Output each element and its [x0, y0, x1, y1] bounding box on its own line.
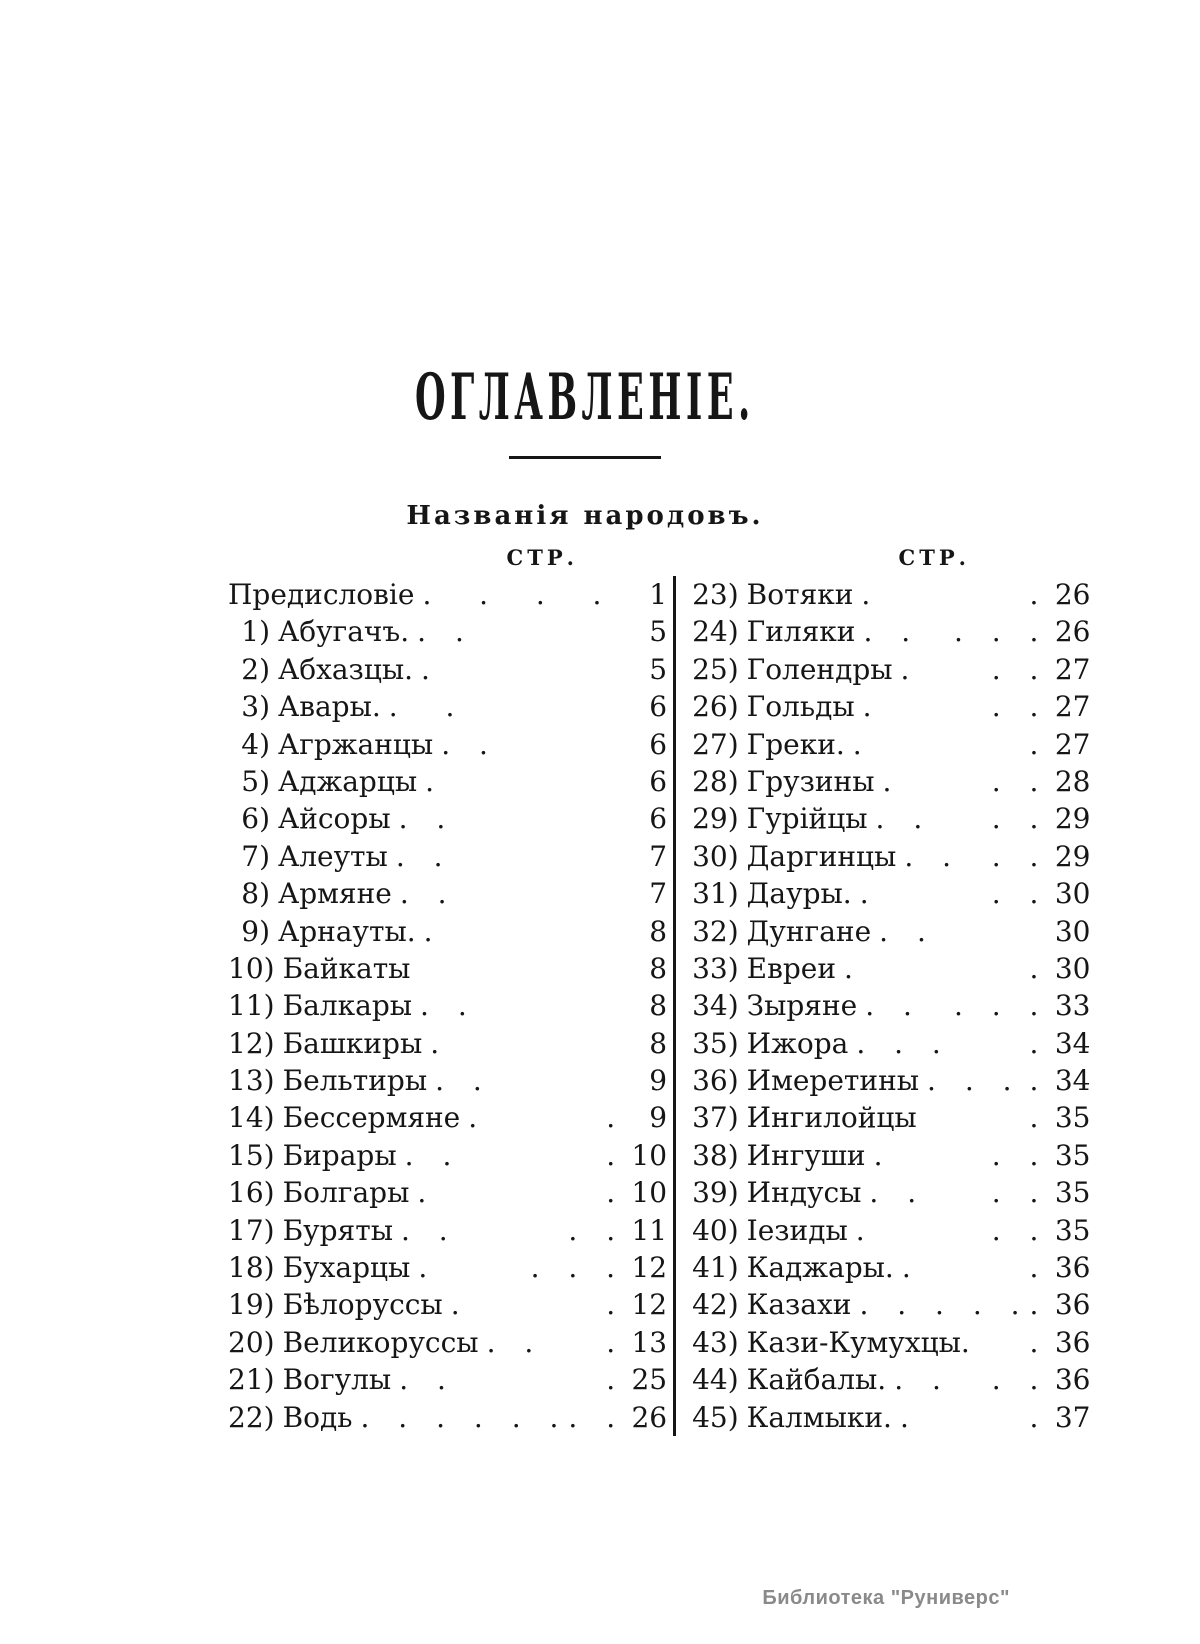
toc-entry — [692, 726, 1090, 763]
entry-name: Гурійцы — [746, 802, 868, 836]
entry-page: 5 — [649, 652, 668, 686]
entry-name: Аджарцы — [278, 764, 418, 798]
leader-dots: . — [873, 1138, 893, 1172]
toc-entry — [228, 987, 667, 1024]
entry-page: 8 — [649, 951, 668, 985]
entry-page: 29 — [1054, 802, 1091, 836]
entry-number: 18) — [228, 1251, 275, 1285]
entry-page: 34 — [1054, 1064, 1091, 1098]
entry-number: 8) — [241, 877, 270, 911]
leader-dots: . — [1029, 727, 1049, 761]
leader-dots: . — [844, 951, 863, 985]
leader-dots: . — [862, 690, 882, 724]
leader-dots: . . — [404, 1138, 462, 1172]
entry-name: Ингилойцы — [746, 1101, 917, 1135]
toc-entry — [692, 651, 1090, 688]
entry-page: 8 — [649, 989, 668, 1023]
leader-dots: . — [901, 1251, 921, 1285]
toc-column-left — [228, 576, 676, 1436]
entry-page: 1 — [649, 578, 668, 611]
entry-number: 27) — [692, 727, 739, 761]
entry-number: 7) — [241, 839, 270, 873]
entry-number: 42) — [692, 1288, 739, 1322]
leader-dots: . . — [991, 1138, 1049, 1172]
page-col-header-right: СТР. — [898, 545, 970, 570]
entry-name: Гиляки — [746, 615, 856, 649]
toc-entry — [228, 1249, 667, 1286]
entry-page: 36 — [1054, 1251, 1091, 1285]
entry-number: 23) — [692, 578, 739, 611]
entry-page: 35 — [1054, 1138, 1091, 1172]
leader-dots: . — [900, 652, 920, 686]
entry-number: 13) — [228, 1064, 275, 1098]
entry-page: 36 — [1054, 1325, 1091, 1359]
entry-number: 38) — [692, 1138, 739, 1172]
entry-number: 28) — [692, 764, 739, 798]
leader-dots: . — [606, 1138, 626, 1172]
entry-name: Предисловіе — [228, 578, 415, 611]
leader-dots: . — [606, 1101, 626, 1135]
entry-number: 3) — [241, 690, 270, 724]
leader-dots: . . — [399, 877, 457, 911]
leader-dots: . — [450, 1288, 470, 1322]
entry-name: Бирары — [282, 1138, 397, 1172]
entry-name: Имеретины — [746, 1064, 920, 1098]
entry-number: 26) — [692, 690, 739, 724]
column-headers — [228, 545, 970, 570]
entry-name: Буряты — [282, 1213, 393, 1247]
entry-page: 28 — [1054, 764, 1091, 798]
leader-dots: . — [1029, 1400, 1049, 1434]
entry-page: 30 — [1054, 951, 1091, 985]
leader-dots: . . — [398, 802, 456, 836]
leader-dots: . . — [991, 877, 1049, 911]
leader-dots: . . — [395, 839, 453, 873]
toc-entry — [692, 875, 1090, 912]
entry-name: Великоруссы — [282, 1325, 479, 1359]
toc-entry — [692, 800, 1090, 837]
toc-entry — [692, 688, 1090, 725]
entry-page: 8 — [649, 914, 668, 948]
entry-number: 11) — [228, 989, 275, 1023]
entry-name: Алеуты — [278, 839, 388, 873]
entry-number: 32) — [692, 914, 739, 948]
entry-number: 22) — [228, 1400, 275, 1434]
leader-dots: . . — [991, 1176, 1049, 1210]
leader-dots: . . . . . . — [360, 1400, 569, 1434]
leader-dots: . — [882, 764, 902, 798]
leader-dots: . — [1029, 1026, 1049, 1060]
entry-page: 27 — [1054, 690, 1091, 724]
leader-dots: . . . — [530, 1251, 626, 1285]
entry-number: 36) — [692, 1064, 739, 1098]
entry-name: Башкиры — [282, 1026, 423, 1060]
leader-dots: . — [606, 1325, 626, 1359]
entry-number: 15) — [228, 1138, 275, 1172]
entry-name: Кази-Кумухцы. — [746, 1325, 970, 1359]
toc-entry — [228, 688, 667, 725]
leader-dots: . — [421, 652, 440, 686]
entry-name: Вогулы — [282, 1363, 392, 1397]
title-divider — [509, 456, 661, 459]
toc-entry — [228, 1099, 667, 1136]
toc-entry — [692, 613, 1090, 650]
entry-name: Вотяки — [746, 578, 854, 611]
entry-page: 6 — [649, 690, 668, 724]
toc-entry — [692, 987, 1090, 1024]
entry-number: 45) — [692, 1400, 739, 1434]
entry-name: Дауры. — [746, 877, 852, 911]
leader-dots: . — [1029, 1251, 1049, 1285]
toc-entry — [228, 651, 667, 688]
toc-entry — [228, 613, 667, 650]
entry-page: 26 — [1054, 578, 1091, 611]
entry-page: 30 — [1054, 877, 1091, 911]
entry-page: 12 — [631, 1251, 668, 1285]
leader-dots: . — [859, 877, 879, 911]
leader-dots: . . — [568, 1400, 626, 1434]
leader-dots: . — [861, 578, 881, 611]
entry-page: 25 — [631, 1363, 668, 1397]
entry-page: 6 — [649, 802, 668, 836]
toc-entry — [228, 576, 667, 613]
leader-dots: . . — [420, 989, 477, 1023]
leader-dots: . — [1029, 1101, 1049, 1135]
subtitle: Названія народовъ. — [406, 501, 764, 531]
entry-name: Ижора — [746, 1026, 849, 1060]
leader-dots: . . . — [953, 989, 1049, 1023]
leader-dots: . — [852, 727, 872, 761]
entry-page: 33 — [1054, 989, 1091, 1023]
leader-dots: . . — [863, 615, 921, 649]
leader-dots: . . . — [927, 1064, 1022, 1098]
entry-number: 20) — [228, 1325, 275, 1359]
entry-page: 34 — [1054, 1026, 1091, 1060]
toc-entry — [692, 913, 1090, 950]
page-col-header-left: СТР. — [506, 545, 578, 570]
entry-number: 5) — [241, 764, 270, 798]
entry-page: 36 — [1054, 1363, 1091, 1397]
leader-dots: . . . — [953, 615, 1049, 649]
toc-entry — [692, 1399, 1090, 1436]
toc-entry — [228, 726, 667, 763]
toc-entry — [228, 1399, 667, 1436]
entry-name: Бѣлоруссы — [282, 1288, 443, 1322]
leader-dots: . . — [865, 989, 922, 1023]
leader-dots: . . — [399, 1363, 456, 1397]
entry-page: 30 — [1054, 914, 1091, 948]
entry-number: 1) — [241, 615, 270, 649]
entry-name: Іезиды — [746, 1213, 848, 1247]
entry-page: 37 — [1054, 1400, 1091, 1434]
leader-dots: . — [423, 914, 443, 948]
page-title — [228, 360, 942, 435]
toc-entry — [228, 1286, 667, 1323]
entry-name: Казахи — [746, 1288, 852, 1322]
entry-number: 31) — [692, 877, 739, 911]
toc-column-right — [676, 576, 1090, 1436]
leader-dots: . — [468, 1101, 488, 1135]
leader-dots: . — [1029, 951, 1049, 985]
entry-page: 26 — [1054, 615, 1091, 649]
toc-entry — [228, 763, 667, 800]
entry-number: 17) — [228, 1213, 275, 1247]
page-content — [228, 360, 1091, 1436]
entry-page: 9 — [649, 1101, 668, 1135]
leader-dots: . — [430, 1026, 450, 1060]
toc-entry — [228, 1361, 667, 1398]
entry-name: Зыряне — [746, 989, 858, 1023]
entry-name: Бухарцы — [282, 1251, 411, 1285]
leader-dots: . . — [991, 652, 1049, 686]
entry-page: 29 — [1054, 839, 1091, 873]
toc-entry — [692, 1361, 1090, 1398]
entry-page: 7 — [649, 877, 668, 911]
toc-entry — [692, 1174, 1090, 1211]
toc-entry — [692, 950, 1090, 987]
leader-dots: . . — [991, 839, 1049, 873]
leader-dots: . . . — [856, 1026, 951, 1060]
entry-name: Агржанцы — [278, 727, 434, 761]
entry-number: 25) — [692, 652, 739, 686]
leader-dots: . . . . — [422, 578, 612, 611]
entry-page: 13 — [631, 1325, 668, 1359]
entry-number: 24) — [692, 615, 739, 649]
leader-dots: . . — [879, 914, 936, 948]
entry-name: Индусы — [746, 1176, 862, 1210]
entry-name: Водь — [282, 1400, 353, 1434]
entry-number: 44) — [692, 1363, 739, 1397]
leader-dots: . . — [388, 690, 465, 724]
toc-entry — [692, 576, 1090, 613]
entry-page: 6 — [649, 764, 668, 798]
entry-number: 19) — [228, 1288, 275, 1322]
entry-name: Греки. — [746, 727, 845, 761]
entry-number: 40) — [692, 1213, 739, 1247]
leader-dots: . . — [991, 1363, 1049, 1397]
entry-number: 41) — [692, 1251, 739, 1285]
leader-dots: . — [606, 1288, 626, 1322]
entry-page: 9 — [649, 1064, 668, 1098]
entry-name: Бельтиры — [282, 1064, 428, 1098]
entry-number: 33) — [692, 951, 739, 985]
entry-page: 26 — [631, 1400, 668, 1434]
entry-page: 27 — [1054, 727, 1091, 761]
entry-number: 12) — [228, 1026, 275, 1060]
entry-name: Грузины — [746, 764, 875, 798]
leader-dots: . . — [486, 1325, 544, 1359]
entry-page: 12 — [631, 1288, 668, 1322]
entry-page: 35 — [1054, 1213, 1091, 1247]
leader-dots: . . — [991, 690, 1049, 724]
leader-dots: . — [417, 1176, 437, 1210]
toc-entry — [692, 763, 1090, 800]
entry-name: Абхазцы. — [278, 652, 414, 686]
leader-dots: . . — [869, 1176, 927, 1210]
entry-page: 10 — [631, 1176, 668, 1210]
entry-name: Болгары — [282, 1176, 410, 1210]
toc-entry — [228, 1212, 667, 1249]
entry-number: 39) — [692, 1176, 739, 1210]
toc-entry — [228, 1137, 667, 1174]
entry-number: 2) — [241, 652, 270, 686]
entry-name: Кайбалы. — [746, 1363, 887, 1397]
entry-page: 11 — [631, 1213, 668, 1247]
entry-page: 5 — [649, 615, 668, 649]
table-of-contents — [228, 576, 1091, 1436]
entry-number: 4) — [241, 727, 270, 761]
toc-entry — [692, 1249, 1090, 1286]
page-title-text: ОГЛАВЛЕНІЕ. — [415, 360, 755, 435]
entry-number: 43) — [692, 1325, 739, 1359]
entry-name: Армяне — [278, 877, 392, 911]
entry-name: Абугачъ. — [278, 615, 410, 649]
leader-dots: . . — [991, 764, 1049, 798]
leader-dots: . — [899, 1400, 919, 1434]
leader-dots: . . — [904, 839, 962, 873]
entry-page: 10 — [631, 1138, 668, 1172]
entry-name: Авары. — [278, 690, 381, 724]
entry-page: 35 — [1054, 1176, 1091, 1210]
toc-entry — [228, 875, 667, 912]
toc-entry — [692, 1286, 1090, 1323]
entry-number: 16) — [228, 1176, 275, 1210]
toc-entry — [692, 1212, 1090, 1249]
entry-number: 21) — [228, 1363, 275, 1397]
entry-name: Голендры — [746, 652, 893, 686]
entry-page: 35 — [1054, 1101, 1091, 1135]
entry-number: 35) — [692, 1026, 739, 1060]
toc-entry — [228, 1324, 667, 1361]
leader-dots: . . — [417, 615, 474, 649]
entry-number: 34) — [692, 989, 739, 1023]
leader-dots: . . — [400, 1213, 458, 1247]
leader-dots: . — [1029, 1325, 1049, 1359]
entry-number: 29) — [692, 802, 739, 836]
entry-name: Даргинцы — [746, 839, 897, 873]
leader-dots: . . — [875, 802, 933, 836]
toc-entry — [692, 1062, 1090, 1099]
toc-entry — [228, 1025, 667, 1062]
entry-name: Ингуши — [746, 1138, 866, 1172]
toc-entry — [228, 1174, 667, 1211]
entry-name: Бессермяне — [282, 1101, 461, 1135]
toc-entry — [228, 913, 667, 950]
leader-dots: . . — [894, 1363, 951, 1397]
toc-entry — [228, 950, 667, 987]
leader-dots: . — [1029, 578, 1049, 611]
toc-entry — [692, 1025, 1090, 1062]
leader-dots: . . — [441, 727, 498, 761]
toc-entry — [692, 1137, 1090, 1174]
entry-page: 7 — [649, 839, 668, 873]
entry-number: 37) — [692, 1101, 739, 1135]
leader-dots: . — [606, 1176, 626, 1210]
entry-name: Байкаты — [282, 951, 411, 985]
entry-number: 30) — [692, 839, 739, 873]
entry-name: Каджары. — [746, 1251, 894, 1285]
entry-name: Гольды — [746, 690, 855, 724]
toc-entry — [692, 1099, 1090, 1136]
entry-number: 9) — [241, 914, 270, 948]
entry-name: Калмыки. — [746, 1400, 892, 1434]
leader-dots: . — [606, 1363, 626, 1397]
toc-entry — [692, 838, 1090, 875]
leader-dots: . . . . . — [859, 1288, 1030, 1322]
entry-page: 36 — [1054, 1288, 1091, 1322]
leader-dots: . — [1029, 1064, 1049, 1098]
toc-entry — [692, 1324, 1090, 1361]
leader-dots: . . — [435, 1064, 492, 1098]
library-watermark: Библиотека "Руниверс" — [762, 1587, 1010, 1609]
leader-dots: . . — [568, 1213, 626, 1247]
leader-dots: . — [855, 1213, 875, 1247]
entry-page: 8 — [649, 1026, 668, 1060]
leader-dots: . — [425, 764, 445, 798]
toc-entry — [228, 800, 667, 837]
entry-number: 6) — [241, 802, 270, 836]
leader-dots: . — [1029, 1288, 1049, 1322]
entry-name: Балкары — [282, 989, 413, 1023]
entry-name: Евреи — [746, 951, 837, 985]
toc-entry — [228, 838, 667, 875]
entry-name: Арнауты. — [278, 914, 416, 948]
leader-dots: . . — [991, 1213, 1049, 1247]
toc-entry — [228, 1062, 667, 1099]
leader-dots: . . — [991, 802, 1049, 836]
entry-name: Дунгане — [746, 914, 872, 948]
entry-number: 10) — [228, 951, 275, 985]
entry-name: Айсоры — [278, 802, 391, 836]
leader-dots: . — [418, 1251, 438, 1285]
entry-number: 14) — [228, 1101, 275, 1135]
entry-page: 6 — [649, 727, 668, 761]
entry-page: 27 — [1054, 652, 1091, 686]
